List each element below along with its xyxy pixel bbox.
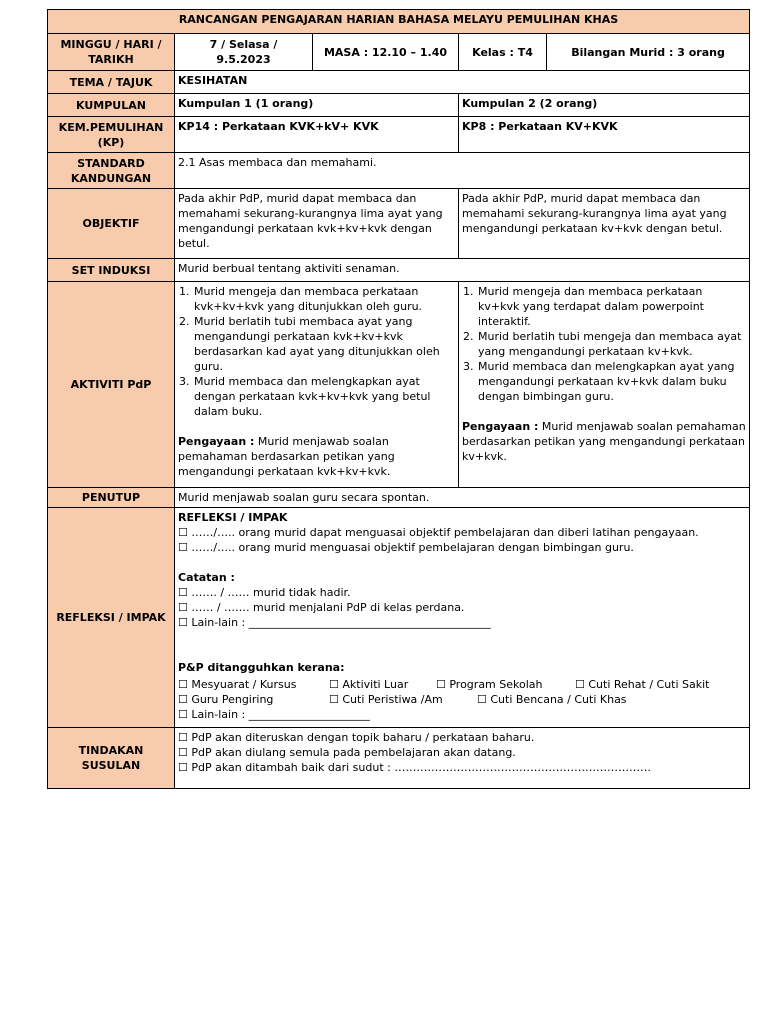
refleksi-line: ☐ ……/….. orang murid dapat menguasai objektif pembelajaran dan diberi latihan pengayaan.: [178, 526, 699, 539]
tangguh-option: ☐ Guru Pengiring: [178, 693, 274, 706]
tindakan-row: [48, 728, 750, 789]
aktiviti-2-list: [462, 284, 746, 404]
objektif-row: [48, 189, 750, 259]
tema-row: [48, 71, 750, 94]
set-induksi-label: SET INDUKSI: [48, 259, 175, 282]
refleksi-heading: REFLEKSI / IMPAK: [178, 511, 288, 524]
tangguh-options-row: [178, 677, 746, 692]
refleksi-label: REFLEKSI / IMPAK: [48, 508, 175, 728]
tindakan-label: TINDAKAN SUSULAN: [48, 728, 175, 789]
minggu-label: MINGGU / HARI / TARIKH: [48, 34, 175, 71]
kp-2-value: KP8 : Perkataan KV+KVK: [459, 117, 750, 153]
tangguh-option: ☐ Aktiviti Luar: [329, 678, 409, 691]
aktiviti-1-item: 3. Murid membaca dan melengkapkan ayat dengan perkataan kvk+kv+kvk yang betul dalam buku.: [193, 374, 455, 419]
kumpulan-label: KUMPULAN: [48, 94, 175, 117]
refleksi-row: [48, 508, 750, 728]
tema-label: TEMA / TAJUK: [48, 71, 175, 94]
tangguh-options-row: [178, 692, 746, 707]
tangguh-option: ☐ Cuti Rehat / Cuti Sakit: [575, 678, 710, 691]
tindakan-line: ☐ PdP akan ditambah baik dari sudut : …………………………………………………………….: [178, 761, 651, 774]
penutup-label: PENUTUP: [48, 488, 175, 508]
tindakan-line: ☐ PdP akan diteruskan dengan topik baharu / perkataan baharu.: [178, 731, 535, 744]
refleksi-line: ☐ ……/….. orang murid menguasai objektif pembelajaran dengan bimbingan guru.: [178, 541, 634, 554]
penutup-value: Murid menjawab soalan guru secara spontan.: [175, 488, 750, 508]
masa-value: MASA : 12.10 – 1.40: [313, 34, 459, 71]
objektif-2-value: Pada akhir PdP, murid dapat membaca dan memahami sekurang-kurangnya lima ayat yang mengandungi perkataan kv+kvk dengan betul.: [459, 189, 750, 259]
catatan-label: Catatan :: [178, 571, 235, 584]
aktiviti-1-cell: [175, 282, 459, 488]
title-row: [48, 10, 750, 34]
pengayaan-label: Pengayaan :: [462, 420, 539, 433]
tangguh-label: P&P ditangguhkan kerana:: [178, 661, 345, 674]
catatan-line: ☐ Lain-lain : ____________________________________________: [178, 616, 491, 629]
objektif-1-value: Pada akhir PdP, murid dapat membaca dan memahami sekurang-kurangnya lima ayat yang mengandungi perkataan kvk+kv+kvk dengan betul.: [175, 189, 459, 259]
refleksi-cell: [175, 508, 750, 728]
aktiviti-1-item: 1. Murid mengeja dan membaca perkataan kvk+kv+kvk yang ditunjukkan oleh guru.: [193, 284, 455, 314]
catatan-line: ☐ ……. / …… murid tidak hadir.: [178, 586, 351, 599]
pengayaan-text: Murid menjawab soalan pemahaman berdasarkan petikan yang mengandungi perkataan kvk+kv+kvk.: [178, 435, 395, 478]
kumpulan-2-value: Kumpulan 2 (2 orang): [459, 94, 750, 117]
set-induksi-value: Murid berbual tentang aktiviti senaman.: [175, 259, 750, 282]
set-induksi-row: [48, 259, 750, 282]
aktiviti-1-list: [178, 284, 455, 419]
standard-value: 2.1 Asas membaca dan memahami.: [175, 153, 750, 189]
aktiviti-1-pengayaan: [178, 434, 455, 479]
aktiviti-2-pengayaan: [462, 419, 746, 464]
standard-row: [48, 153, 750, 189]
kp-label: KEM.PEMULIHAN (KP): [48, 117, 175, 153]
pengayaan-label: Pengayaan :: [178, 435, 255, 448]
tindakan-line: ☐ PdP akan diulang semula pada pembelajaran akan datang.: [178, 746, 516, 759]
minggu-value-line1: 7 / Selasa /: [209, 38, 278, 51]
kp-1-value: KP14 : Perkataan KVK+kV+ KVK: [175, 117, 459, 153]
kelas-value: Kelas : T4: [459, 34, 547, 71]
minggu-value-line2: 9.5.2023: [216, 53, 271, 66]
kp-row: [48, 117, 750, 153]
pengayaan-text: Murid menjawab soalan pemahaman berdasarkan petikan yang mengandungi perkataan kv+kvk.: [462, 420, 746, 463]
kumpulan-row: [48, 94, 750, 117]
penutup-row: [48, 488, 750, 508]
minggu-row: [48, 34, 750, 71]
aktiviti-label: AKTIVITI PdP: [48, 282, 175, 488]
aktiviti-1-item: 2. Murid berlatih tubi membaca ayat yang mengandungi perkataan kvk+kv+kvk berdasarkan kad ayat yang ditunjukkan oleh guru.: [193, 314, 455, 374]
tangguh-option: ☐ Mesyuarat / Kursus: [178, 678, 297, 691]
tindakan-cell: [175, 728, 750, 789]
aktiviti-2-item: 2. Murid berlatih tubi mengeja dan membaca ayat yang mengandungi perkataan kv+kvk.: [477, 329, 746, 359]
objektif-label: OBJEKTIF: [48, 189, 175, 259]
aktiviti-2-item: 1. Murid mengeja dan membaca perkataan kv+kvk yang terdapat dalam powerpoint interaktif.: [477, 284, 746, 329]
document-title: RANCANGAN PENGAJARAN HARIAN BAHASA MELAYU PEMULIHAN KHAS: [48, 10, 750, 34]
lesson-plan-table: [47, 9, 750, 789]
aktiviti-row: [48, 282, 750, 488]
kumpulan-1-value: Kumpulan 1 (1 orang): [175, 94, 459, 117]
standard-label: STANDARD KANDUNGAN: [48, 153, 175, 189]
tangguh-option: ☐ Cuti Peristiwa /Am: [329, 693, 443, 706]
aktiviti-2-cell: [459, 282, 750, 488]
tangguh-option: ☐ Cuti Bencana / Cuti Khas: [477, 693, 627, 706]
tangguh-option: ☐ Program Sekolah: [436, 678, 543, 691]
bilangan-murid-value: Bilangan Murid : 3 orang: [547, 34, 750, 71]
minggu-value: [175, 34, 313, 71]
tangguh-option: ☐ Lain-lain : ______________________: [178, 708, 370, 721]
lesson-plan-page: [47, 9, 749, 789]
tema-value: KESIHATAN: [175, 71, 750, 94]
catatan-line: ☐ …… / ……. murid menjalani PdP di kelas perdana.: [178, 601, 465, 614]
aktiviti-2-item: 3. Murid membaca dan melengkapkan ayat yang mengandungi perkataan kv+kvk dalam buku dengan bimbingan guru.: [477, 359, 746, 404]
